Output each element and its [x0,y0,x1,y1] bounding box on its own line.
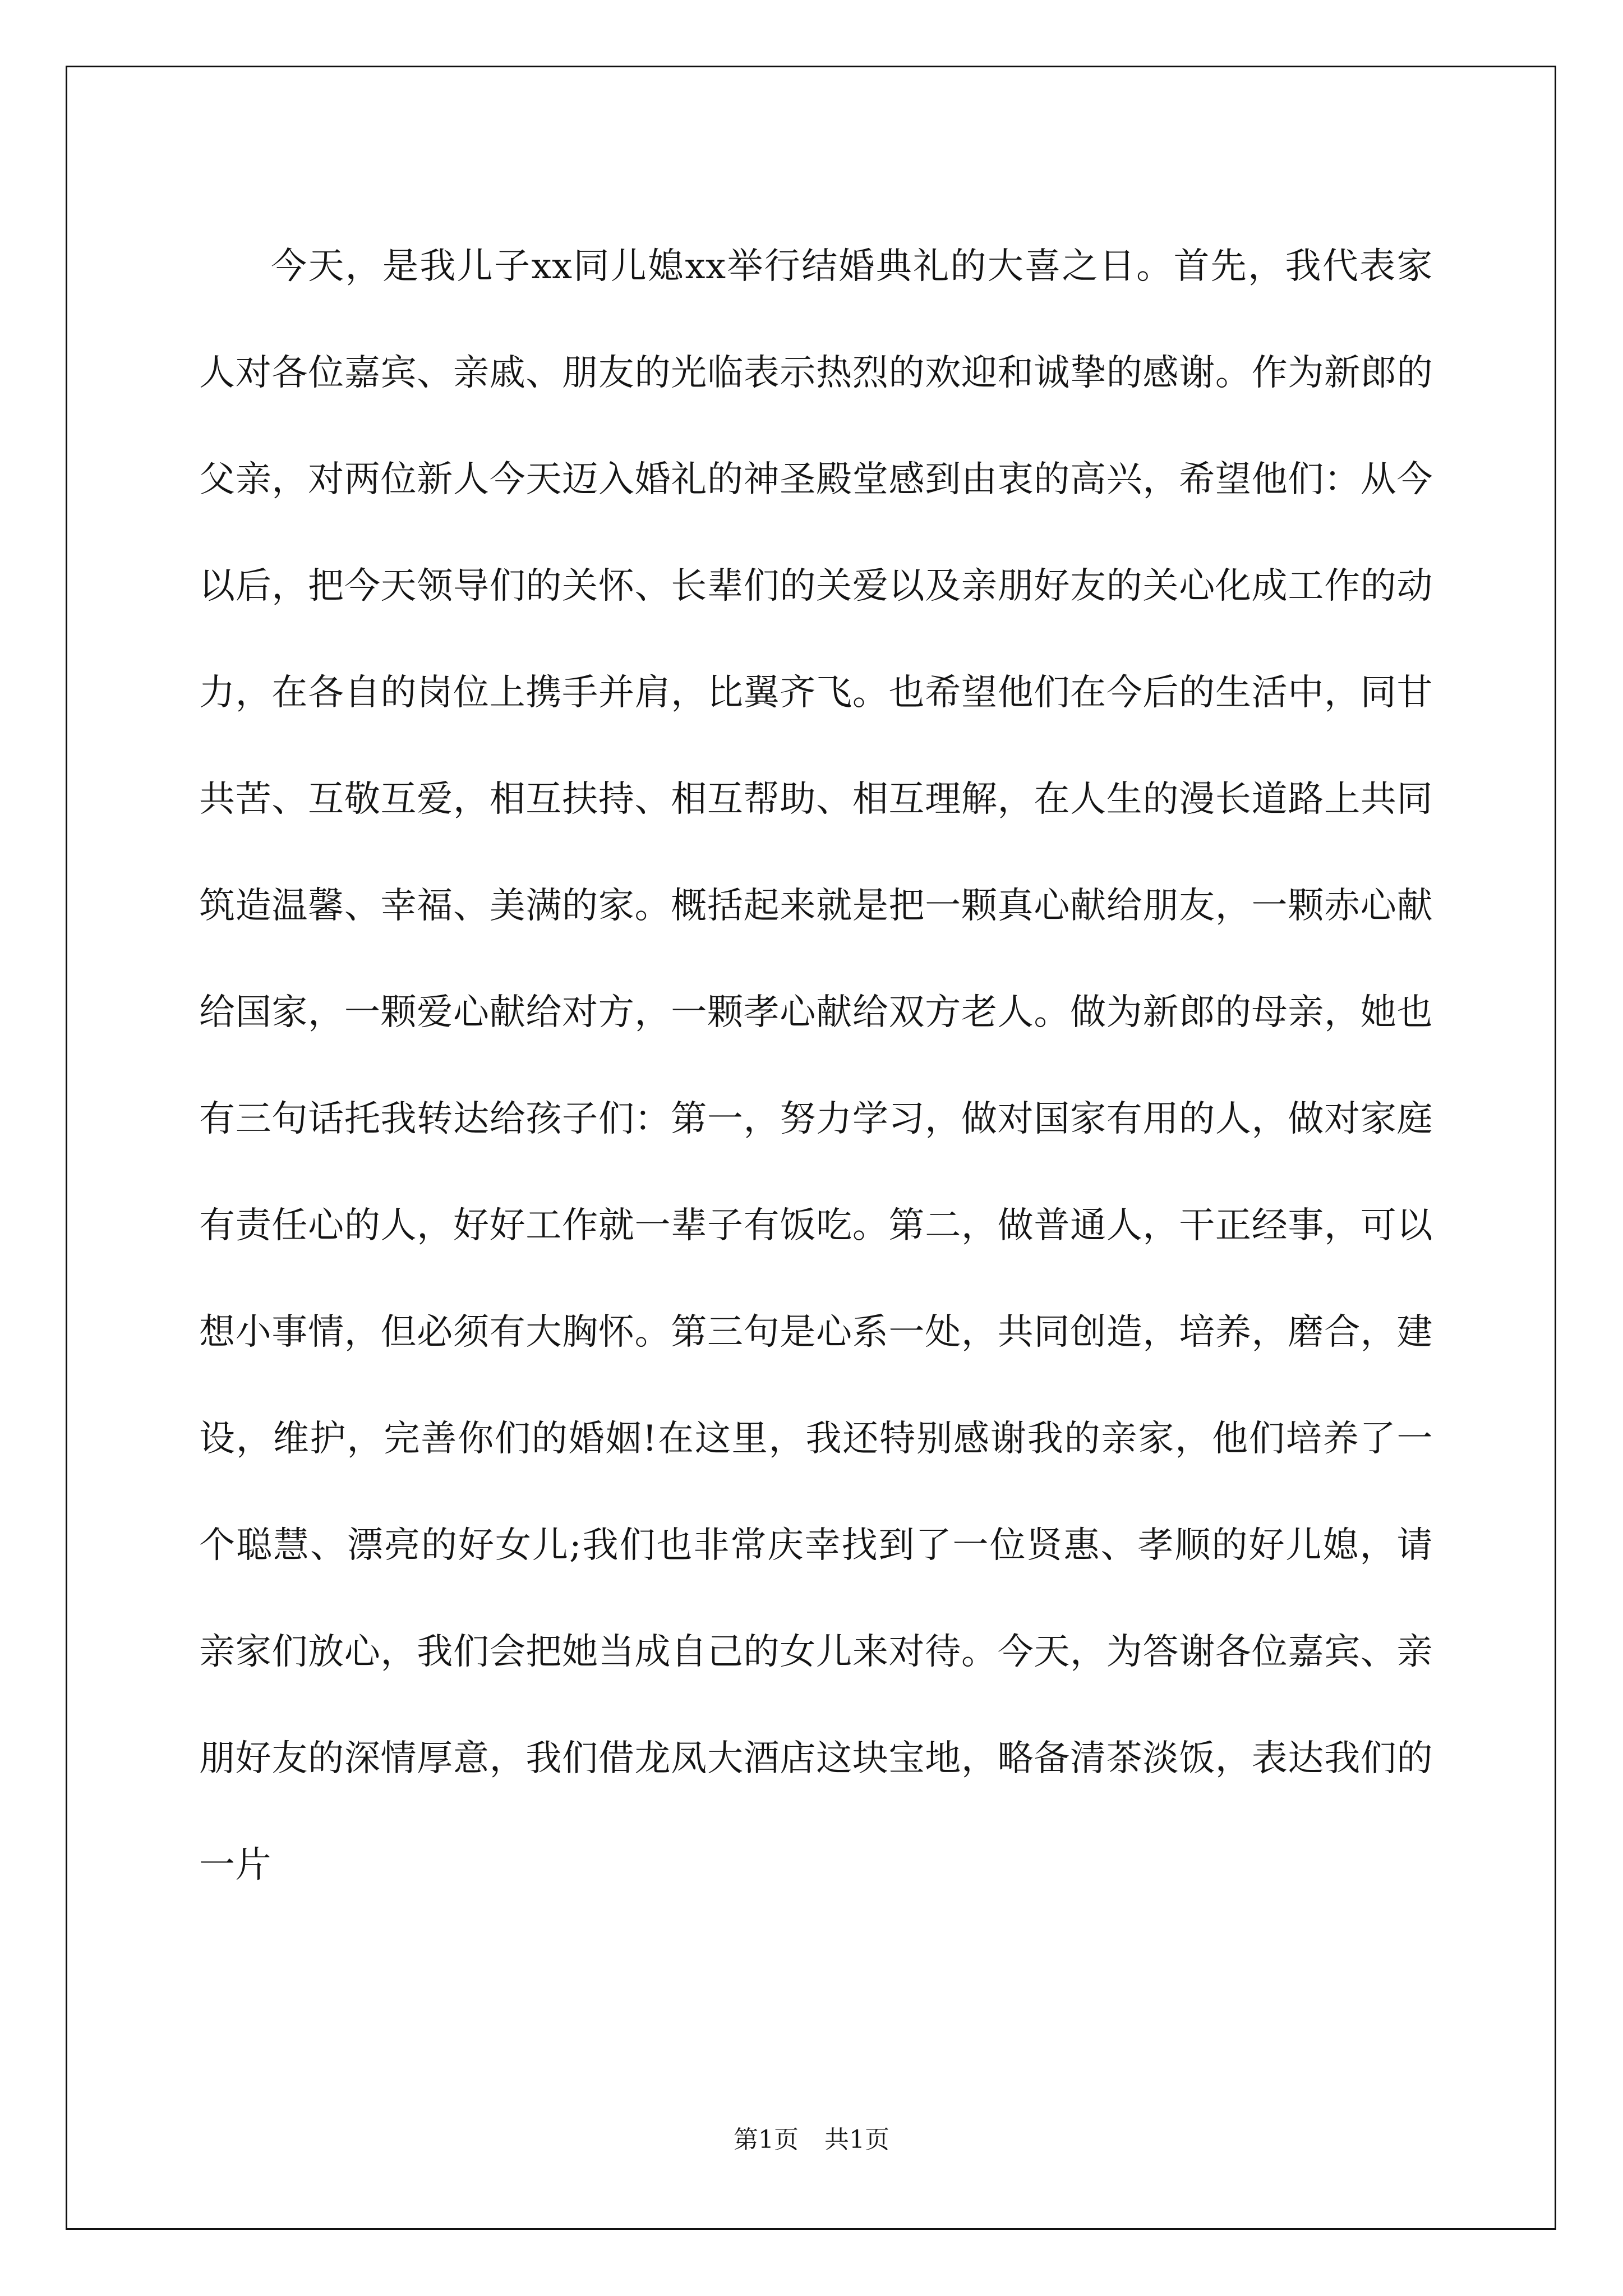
page-footer [0,2119,1623,2155]
page-number-current: 第1页 [734,2125,799,2154]
page-number-total: 共1页 [824,2125,889,2154]
body-paragraph: 今天，是我儿子xx同儿媳xx举行结婚典礼的大喜之日。首先，我代表家人对各位嘉宾、亲戚、朋友的光临表示热烈的欢迎和诚挚的感谢。作为新郎的父亲，对两位新人今天迈入婚礼的神圣殿堂感到由衷的高兴，希望他们：从今以后，把今天领导们的关怀、长辈们的关爱以及亲朋好友的关心化成工作的动力，在各自的岗位上携手并肩，比翼齐飞。也希望他们在今后的生活中，同甘共苦、互敬互爱，相互扶持、相互帮助、相互理解，在人生的漫长道路上共同筑造温馨、幸福、美满的家。概括起来就是把一颗真心献给朋友，一颗赤心献给国家，一颗爱心献给对方，一颗孝心献给双方老人。做为新郎的母亲，她也有三句话托我转达给孩子们：第一，努力学习，做对国家有用的人，做对家庭有责任心的人，好好工作就一辈子有饭吃。第二，做普通人，干正经事，可以想小事情，但必须有大胸怀。第三句是心系一处，共同创造，培养，磨合，建设，维护，完善你们的婚姻!在这里，我还特别感谢我的亲家，他们培养了一个聪慧、漂亮的好女儿;我们也非常庆幸找到了一位贤惠、孝顺的好儿媳，请亲家们放心，我们会把她当成自己的女儿来对待。今天，为答谢各位嘉宾、亲朋好友的深情厚意，我们借龙凤大酒店这块宝地，略备清茶淡饭，表达我们的一片 [199,246,1433,1886]
